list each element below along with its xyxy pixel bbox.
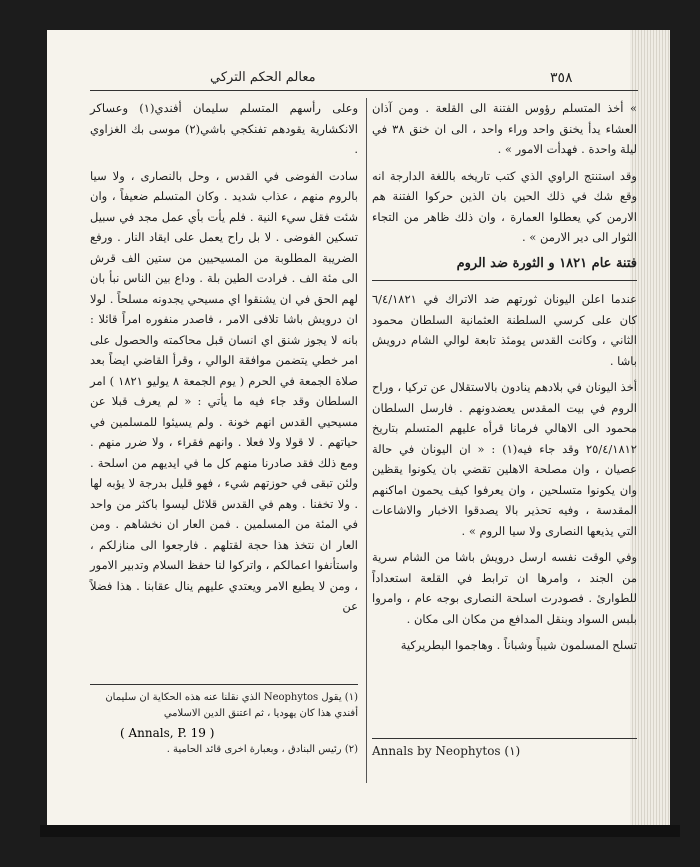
left-column <box>90 98 358 623</box>
paragraph: عندما اعلن اليونان ثورتهم ضد الاتراك في ٦/٤/١٨٢١ كان على كرسي السلطنة العثمانية السلطان محمود الثاني ، وكانت القدس يومئذ تابعة لوالي الشام درويش باشا . <box>372 292 637 368</box>
paragraph: وفي الوقت نفسه ارسل درويش باشا من الشام سرية من الجند ، وامرها ان ترابط في القلعة استعداداً للطوارئ . فصودرت اسلحة النصارى بوجه عام ، وامروا بلبس السواد وبنقل المدافع من مكان الى مكان . <box>372 550 637 626</box>
column-divider <box>366 98 367 783</box>
footnote-right: Annals by Neophytos (١) <box>372 744 521 758</box>
paragraph: » أخذ المتسلم رؤوس الفتنة الى القلعة . ومن آذان العشاء يدأ يخنق واحد وراء واحد ، الى ان خنق ٣٨ في ليلة واحدة . فهدأت الامور » . <box>372 101 637 156</box>
footnote-rule <box>90 684 358 685</box>
header-rule <box>90 90 638 91</box>
page-shadow <box>40 825 680 837</box>
paragraph: وقد استنتج الراوي الذي كتب تاريخه باللغة الدارجة انه وقع شك في ذلك الحين بان الذين حركوا الفتنة هم الارمن كي يعطلوا العمارة ، وان ذلك ظاهر من التجاء الثوار الى دير الارمن » . <box>372 168 637 244</box>
paragraph: تسلح المسلمون شيباً وشباناً . وهاجموا البطريركية <box>400 638 637 652</box>
running-header-title: معالم الحكم التركي <box>210 70 316 85</box>
footnote-1: (١) يقول Neophytos الذي نقلنا عنه هذه الحكاية ان سليمان أفندي هذا كان يهوديا ، ثم اعتنق الدين الاسلامي <box>105 692 358 719</box>
paragraph: وعلى رأسهم المتسلم سليمان أفندي(١) وعساكر الانكشارية يقودهم تفنكجي باشي(٢) موسى بك الغزاوي . <box>90 101 358 156</box>
paragraph: أخذ اليونان في بلادهم ينادون بالاستقلال عن تركيا ، وراح الروم في بيت المقدس يعضدونهم . فارسل السلطان محمود الى الاهالي فرمانا قرأه عليهم المتسلم بتاريخ ٢٥/٤/١٨١٢ وقد جاء فيه(١) : « ان اليونان في حالة عصيان ، وان مصلحة الاهلين تقضي بان يكونوا يقظين وان يكونوا متسلحين ، وان يعرفوا كيف يحمون اماكنهم المقدسة ، وفيه تحذير بالا يصدقوا الاخبار والاشاعات التي يذيعها النصارى ولا سيا الروم » . <box>372 380 637 538</box>
paragraph: سادت الفوضى في القدس ، وحل بالنصارى ، ولا سيا بالروم منهم ، عذاب شديد . وكان المتسلم ضعيفاً ، وان شئت فقل سيء النية . فلم يأت بأي عمل مجد في سبيل تسكين الفوضى . لا بل راح يعمل على ايقاد النار . ورفع الضريبة المطلوبة من المسيحيين من ستين الف قرش الى مئة الف . فرادت الطين بلة . وداع بين الناس نبأ بان لهم الحق في ان يشنقوا اي مسيحي يجدونه مسلحاً . لولا ان درويش باشا تلافى الامر ، فاصدر منفوره امراً قائلا : بانه لا يجوز شنق اي انسان قبل محاكمته والحصول على امر خطي يتضمن موافقة الوالي ، وقرأ القاضي ايضاً بعد صلاة الجمعة في الحرم ( يوم الجمعة ٨ يوليو ١٨٢١ ) امر السلطان وقد جاء فيه ما يأتي : « لم يعرف قبلا عن مسيحيي القدس انهم خونة . ولم يسيئوا للمسلمين في حياتهم . لا قولا ولا فعلا . وانهم فقراء ، ولا ضرر منهم . ومع ذلك فقد صادرنا منهم كل ما في ايديهم من اسلحة . ولئن تبقى في حوزتهم شيء ، فهو قليل بدرجة لا يؤبه لها . ولا تخفنا . وهم في القدس قلائل ليسوا باكثر من واحد في المئة من المسلمين . فمن العار ان نخشاهم . ومن العار ان نتخذ هذا حجة لقتلهم . فارجعوا الى منازلكم ، واستأنفوا اعمالكم ، واتركوا لنا حفظ السلام وتدبير الامور ، ومن لا يطيع الامر ويعتدي عليهم ينال عقابنا . هذا فضلاً عن <box>90 168 358 613</box>
heading-rule <box>372 280 637 281</box>
page-number: ٣٥٨ <box>550 70 573 86</box>
footnote-2: (٢) رئيس البنادق ، وبعبارة اخرى قائد الحامية . <box>166 744 358 755</box>
footnote-1-reference: ( Annals, P. 19 ) <box>120 726 215 740</box>
footnote-rule-right <box>372 738 637 739</box>
right-column <box>372 98 637 662</box>
section-heading: فتنة عام ١٨٢١ و الثورة ضد الروم <box>456 255 637 271</box>
